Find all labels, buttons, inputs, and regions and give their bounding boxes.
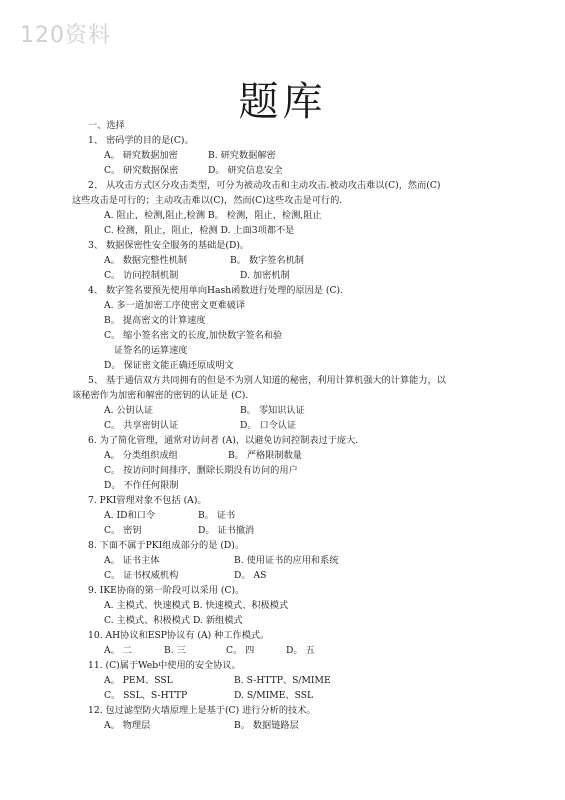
question-1-options-ab — [88, 148, 485, 163]
option-b: B. S-HTTP、S/MIME — [234, 675, 331, 686]
option-d: D。 证书撤消 — [198, 525, 255, 536]
question-2-options-cd: C. 检测，阻止，阻止，检测 D. 上面3项都不是 — [104, 225, 295, 236]
question-9-options-ab: A. 主模式、快速模式 B. 快速模式、积极模式 — [104, 600, 289, 611]
option-c: C。 访问控制机制 — [104, 270, 179, 281]
option-b: B. 三 — [164, 645, 186, 656]
question-10-stem: 10. AH协议和ESP协议有 (A) 种工作模式。 — [88, 630, 270, 641]
option-c: C。 共享密钥认证 — [104, 420, 179, 431]
option-a: A。 二 — [104, 645, 132, 656]
question-8-options-cd — [88, 568, 485, 583]
watermark: 120资料 — [20, 23, 111, 48]
question-6-stem: 6. 为了简化管理，通常对访问者 (A)，以避免访问控制表过于庞大. — [88, 435, 359, 446]
option-a: A。 物理层 — [104, 720, 151, 731]
question-3-options-ab — [88, 253, 485, 268]
option-c: C。 证书权威机构 — [104, 570, 179, 581]
page-title: 题库 — [238, 79, 327, 125]
question-3-stem: 3、 数据保密性安全服务的基础是(D)。 — [88, 240, 250, 251]
option-c: C。 SSL、S-HTTP — [104, 690, 188, 701]
question-12-options-ab — [88, 718, 485, 733]
option-d: D。 五 — [286, 645, 315, 656]
question-5-stem-line-1: 5、 基于通信双方共同拥有的但是不为别人知道的秘密，利用计算机强大的计算能力，以 — [88, 375, 446, 386]
question-9-stem: 9. IKE协商的第一阶段可以采用 (C)。 — [88, 585, 245, 596]
question-12-stem: 12. 包过滤型防火墙原理上是基于(C) 进行分析的技术。 — [88, 705, 316, 716]
option-a: A。 证书主体 — [104, 555, 160, 566]
option-b: B。 提高密文的计算速度 — [104, 315, 206, 326]
option-b: B。 严格限制数量 — [228, 450, 302, 461]
option-d: D。 研究信息安全 — [208, 165, 283, 176]
question-9-options-cd: C. 主模式、积极模式 D. 新组模式 — [104, 615, 243, 626]
question-6-options-ab — [88, 448, 485, 463]
question-10-options — [88, 643, 485, 658]
section-heading: 一、选择 — [88, 120, 125, 131]
option-a: A. ID和口令 — [104, 510, 156, 521]
question-2-stem-line-2: 这些攻击是可行的；主动攻击难以(C)，然而(C)这些攻击是可行的. — [72, 195, 343, 206]
question-8-stem: 8. 下面不属于PKI组成部分的是 (D)。 — [88, 540, 245, 551]
question-7-stem: 7. PKI管理对象不包括 (A)。 — [88, 495, 207, 506]
option-b: B. 研究数据解密 — [208, 150, 276, 161]
option-a: A。 数据完整性机制 — [104, 255, 188, 266]
question-4-stem: 4、 数字签名要预先使用单向Hash函数进行处理的原因是 (C). — [88, 285, 344, 296]
question-1-stem: 1、 密码学的目的是(C)。 — [88, 135, 194, 146]
question-2-options-ab: A. 阻止，检测,阻止,检测 B。 检测，阻止，检测,阻止 — [104, 210, 322, 221]
option-b: B。 零知识认证 — [240, 405, 305, 416]
option-b: B. 使用证书的应用和系统 — [234, 555, 339, 566]
option-c: C。 缩小签名密文的长度,加快数字签名和验 — [104, 330, 283, 341]
question-11-stem: 11. (C)属于Web中使用的安全协议。 — [88, 660, 241, 671]
option-b: B。 证书 — [198, 510, 236, 521]
option-c: C。 按访问时间排序，删除长期没有访问的用户 — [104, 465, 298, 476]
question-list — [72, 118, 485, 733]
option-c-continued: 证签名的运算速度 — [114, 345, 188, 356]
option-a: A。 分类组织成组 — [104, 450, 178, 461]
option-c: C。 密钥 — [104, 525, 142, 536]
option-d: D。 口令认证 — [240, 420, 297, 431]
question-8-options-ab — [88, 553, 485, 568]
option-d: D。 保证密文能正确还原成明文 — [104, 360, 234, 371]
option-c: C。 研究数据保密 — [104, 165, 179, 176]
question-3-options-cd — [88, 268, 485, 283]
option-b: B。 数字签名机制 — [230, 255, 304, 266]
option-a: A. 公钥认证 — [104, 405, 154, 416]
option-d: D. S/MIME、SSL — [234, 690, 314, 701]
option-a: A。 研究数据加密 — [104, 150, 178, 161]
option-b: B。 数据链路层 — [234, 720, 299, 731]
option-d: D. 加密机制 — [240, 270, 290, 281]
option-d: D。 不作任何限制 — [104, 480, 179, 491]
question-2-stem-line-1: 2、 从攻击方式区分攻击类型，可分为被动攻击和主动攻击.被动攻击难以(C)，然而(C) — [88, 180, 441, 191]
question-5-options-cd — [88, 418, 485, 433]
option-a: A。 PEM、SSL — [104, 675, 173, 686]
option-a: A. 多一道加密工序使密文更难破译 — [104, 300, 246, 311]
question-7-options-ab — [88, 508, 485, 523]
question-11-options-cd — [88, 688, 485, 703]
option-d: D。 AS — [234, 570, 267, 581]
question-11-options-ab — [88, 673, 485, 688]
question-5-stem-line-2: 该秘密作为加密和解密的密钥的认证是 (C). — [72, 390, 249, 401]
question-5-options-ab — [88, 403, 485, 418]
option-c: C。 四 — [226, 645, 255, 656]
question-7-options-cd — [88, 523, 485, 538]
question-1-options-cd — [88, 163, 485, 178]
